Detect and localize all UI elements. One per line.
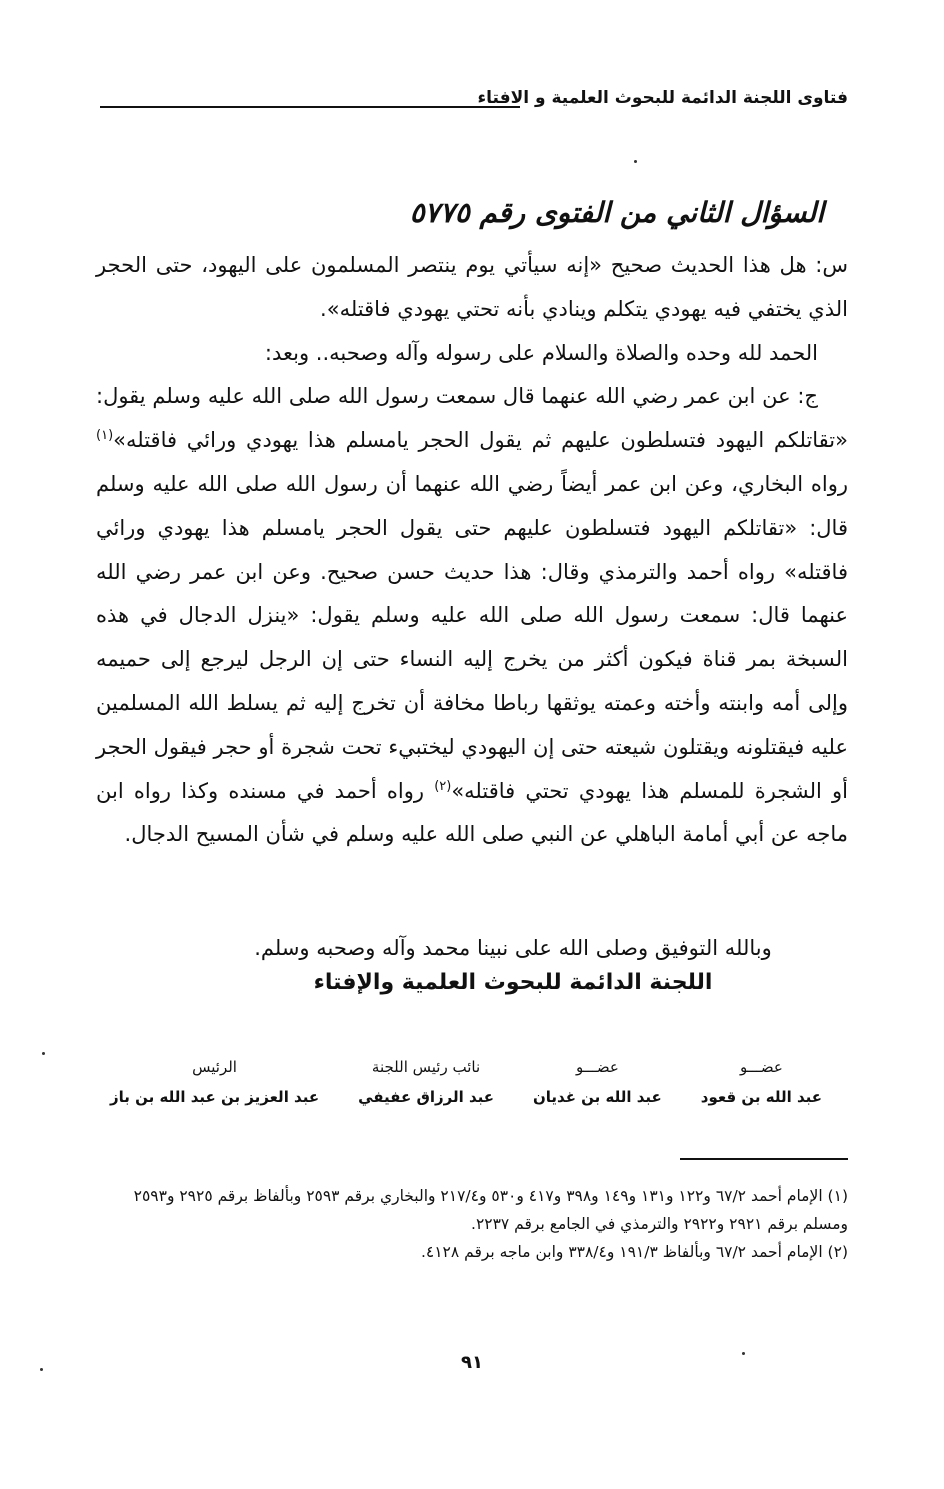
closing-prayer (92, 928, 844, 968)
signatory-role: نائب رئيس اللجنة (371, 1058, 481, 1076)
signatory-role: عضـــو (575, 1058, 619, 1076)
signatures-row (110, 1052, 822, 1112)
signatory-member-2 (533, 1052, 662, 1112)
header-rule (100, 106, 520, 108)
signatory-chair (110, 1052, 319, 1112)
question-text: س: هل هذا الحديث صحيح «إنه سيأتي يوم ينتصر المسلمون على اليهود، حتى الحجر الذي يختفي فيه يهودي يتكلم وينادي بأنه تحتي يهودي فاقتله». (96, 253, 848, 321)
footnote-ref-1: (١) (96, 428, 114, 444)
question-title: السؤال الثاني من الفتوى رقم ٥٧٧٥ (409, 196, 824, 229)
footnote-2: (٢) الإمام أحمد ٦٧/٢ وبألفاظ ١٩١/٣ و٣٣٨/٤ وابن ماجه برقم ٤١٢٨. (420, 1243, 848, 1261)
answer-text (96, 375, 848, 857)
answer-part-1: ج: عن ابن عمر رضي الله عنهما قال سمعت رسول الله صلى الله عليه وسلم يقول: «تقاتلكم اليهود فتسلطون عليهم ثم يقول الحجر يامسلم هذا يهودي ورائي فاقتله» (96, 384, 848, 453)
footnote-rule (680, 1158, 848, 1160)
closing-text: وبالله التوفيق وصلى الله على نبينا محمد وآله وصحبه وسلم. (254, 936, 772, 960)
footnote-ref-2: (٢) (434, 778, 452, 794)
signatory-name: عبد الله بن قعود (700, 1088, 822, 1106)
running-header: فتاوى اللجنة الدائمة للبحوث العلمية و الافتاء (477, 88, 848, 108)
signatory-name: عبد الرزاق عفيفي (358, 1088, 494, 1106)
answer-part-3: رواه أحمد في مسنده وكذا رواه ابن ماجه عن أبي أمامة الباهلي عن النبي صلى الله عليه وسلم في شأن المسيح الدجال. (96, 778, 848, 847)
answer-part-2: رواه البخاري، وعن ابن عمر أيضاً رضي الله عنهما أن رسول الله صلى الله عليه وسلم قال: «تقاتلكم اليهود فتسلطون عليهم حتى يقول الحجر يامسلم هذا يهودي ورائي فاقتله» رواه أحمد والترمذي وقال: هذا حديث حسن صحيح. وعن ابن عمر رضي الله عنهما قال: سمعت رسول الله صلى الله عليه وسلم يقول: «ينزل الدجال في هذه السبخة بمر قناة فيكون أكثر من يخرج إليه النساء حتى إن الرجل ليرجع إلى حميمه وإلى أمه وابنته وأخته وعمته يوثقها رباطا مخافة أن تخرج إليه ثم يسلط الله المسلمين عليه فيقتلونه ويقتلون شيعته حتى إن اليهودي ليختبيء تحت شجرة أو حجر فيقول الحجر أو الشجرة للمسلم هذا يهودي تحتي فاقتله» (96, 471, 848, 803)
signatory-name: عبد الله بن غديان (532, 1088, 662, 1106)
answer-opening: الحمد لله وحده والصلاة والسلام على رسوله وآله وصحبه.. وبعد: (264, 340, 818, 365)
signatory-vice-chair (358, 1052, 494, 1112)
footnote-1: (١) الإمام أحمد ٦٧/٢ و١٢٢ و١٣١ و١٤٩ و٣٩٨ و٤١٧ و٥٣٠ و٢١٧/٤ والبخاري برقم ٢٥٩٣ وبألفاظ برقم ٢٩٢٥ و٢٥٩٣ ومسلم برقم ٢٩٢١ و٢٩٢٢ والترمذي في الجامع برقم ٢٢٣٧. (133, 1187, 848, 1233)
signatory-name: عبد العزيز بن عبد الله بن باز (110, 1088, 320, 1106)
page-number: ٩١ (461, 1352, 483, 1373)
speck (42, 1052, 45, 1055)
speck (634, 160, 637, 163)
signatory-role: عضـــو (739, 1058, 783, 1076)
footnotes (96, 1182, 848, 1266)
fatwa-body (96, 244, 848, 857)
signatory-role: الرئيس (192, 1058, 237, 1076)
committee-name: اللجنة الدائمة للبحوث العلمية والإفتاء (313, 970, 713, 995)
signatory-member-1 (701, 1052, 822, 1112)
